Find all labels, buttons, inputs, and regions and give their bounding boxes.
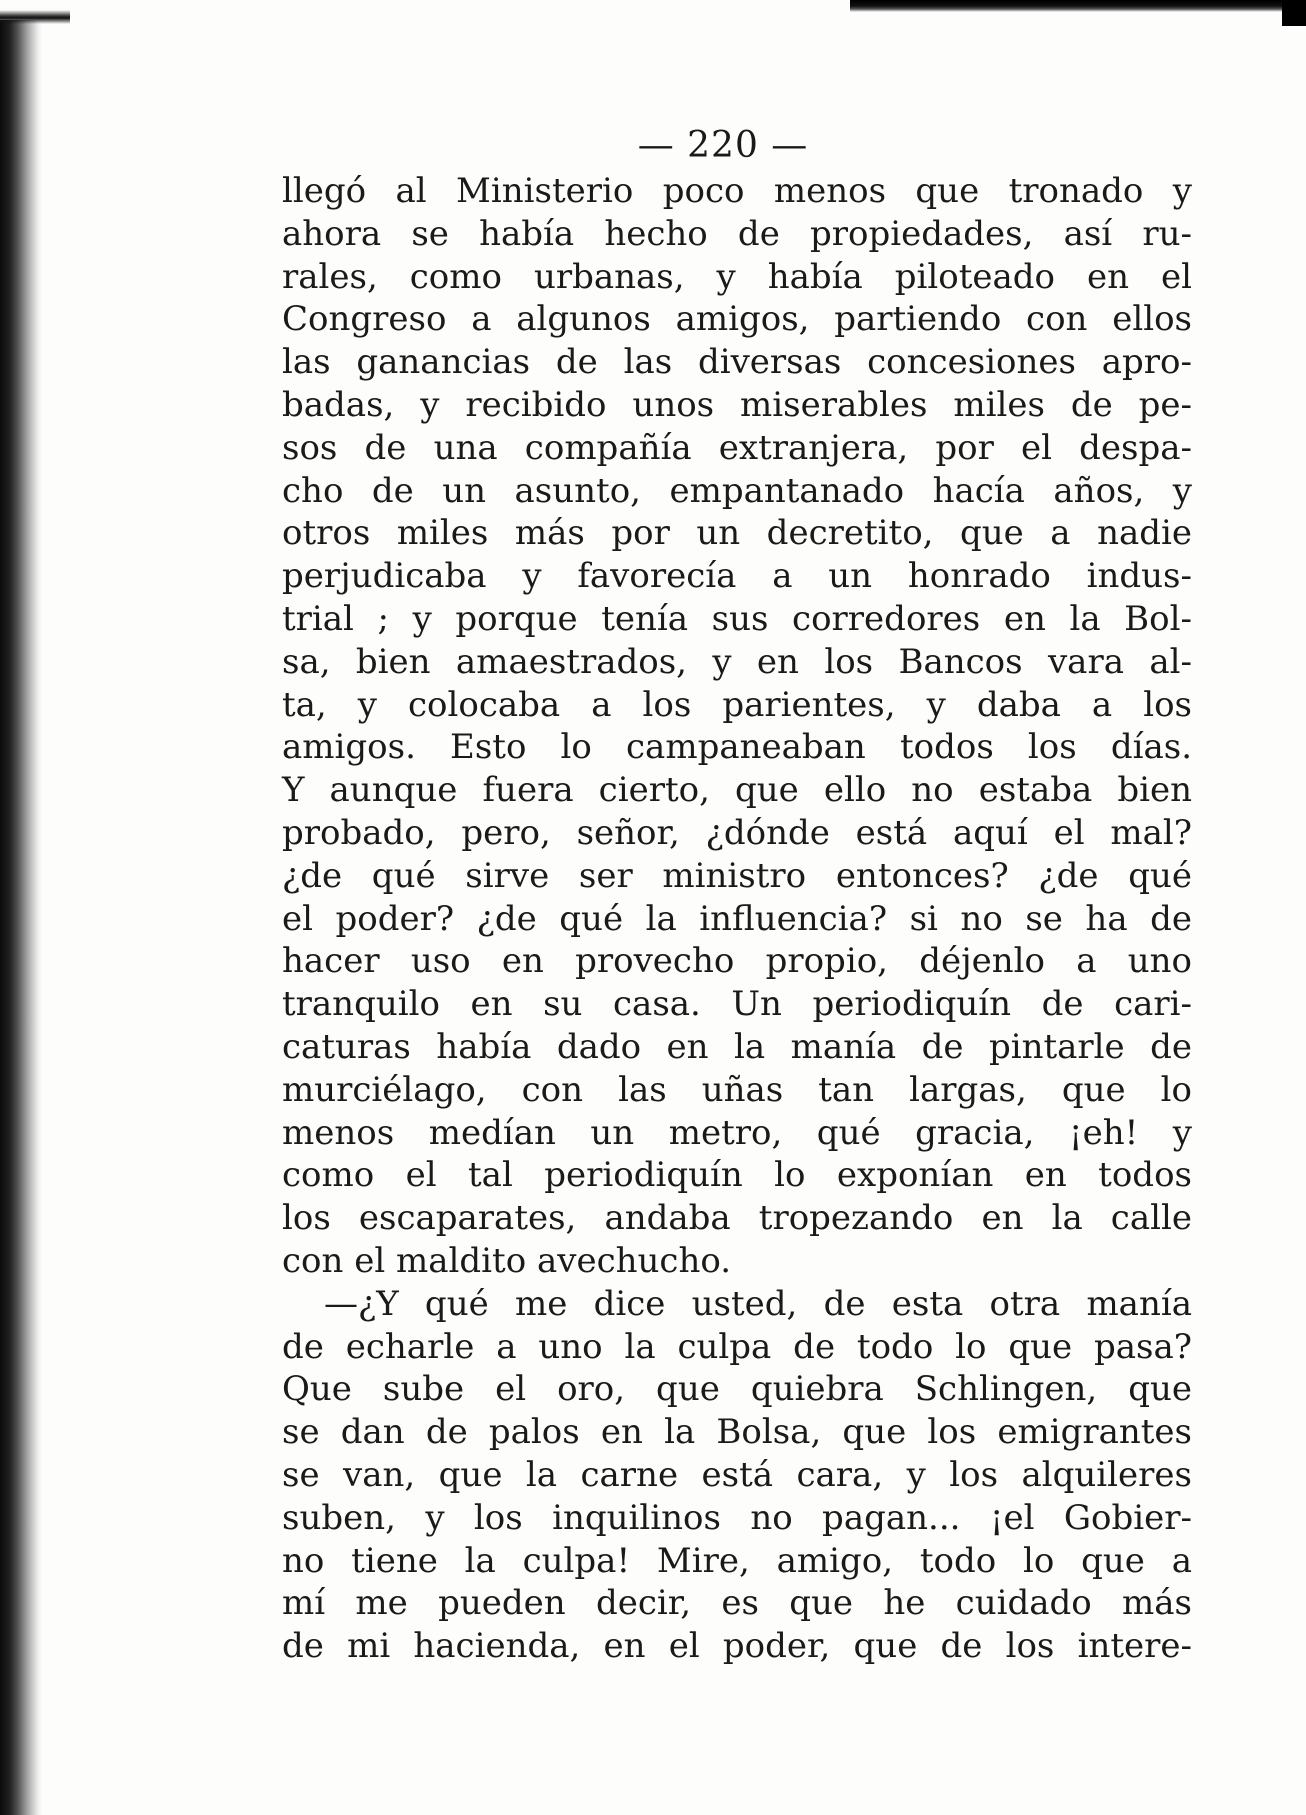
body-text: [282, 170, 1192, 1668]
text-line: probado, pero, señor, ¿dónde está aquí el mal?: [282, 812, 1192, 853]
text-line: otros miles más por un decretito, que a nadie: [282, 513, 1192, 554]
text-line: murciélago, con las uñas tan largas, que lo: [282, 1069, 1192, 1110]
text-line: badas, y recibido unos miserables miles de pe-: [282, 384, 1192, 425]
text-line: como el tal periodiquín lo exponían en todos: [282, 1155, 1192, 1196]
binding-shadow: [0, 20, 42, 1815]
text-line: caturas había dado en la manía de pintarle de: [282, 1026, 1192, 1067]
text-line: ahora se había hecho de propiedades, así ru-: [282, 213, 1192, 254]
scan-corner-mark: [1282, 0, 1306, 26]
text-line: sos de una compañía extranjera, por el despa-: [282, 427, 1192, 468]
text-line: no tiene la culpa! Mire, amigo, todo lo que a: [282, 1540, 1192, 1581]
text-line: de echarle a uno la culpa de todo lo que pasa?: [282, 1326, 1192, 1367]
text-line: llegó al Ministerio poco menos que tronado y: [282, 171, 1192, 211]
page-number: — 220 —: [637, 125, 809, 166]
text-line: rales, como urbanas, y había piloteado en el: [282, 256, 1192, 297]
text-line: hacer uso en provecho propio, déjenlo a uno: [282, 941, 1192, 982]
text-line: trial ; y porque tenía sus corredores en la Bol-: [282, 598, 1192, 639]
text-line: menos medían un metro, qué gracia, ¡eh! y: [282, 1112, 1192, 1153]
text-line-indented: —¿Y qué me dice usted, de esta otra manía: [324, 1283, 1192, 1324]
text-line: perjudicaba y favorecía a un honrado indus-: [282, 556, 1192, 597]
text-line: suben, y los inquilinos no pagan... ¡el Gobier-: [282, 1497, 1192, 1538]
text-line: Que sube el oro, que quiebra Schlingen, que: [282, 1369, 1192, 1410]
text-line: Congreso a algunos amigos, partiendo con ellos: [282, 299, 1192, 340]
scan-top-edge: [850, 0, 1306, 12]
text-line: cho de un asunto, empantanado hacía años, y: [282, 470, 1192, 511]
text-line: el poder? ¿de qué la influencia? si no se ha de: [282, 898, 1192, 939]
text-line: se dan de palos en la Bolsa, que los emigrantes: [282, 1412, 1192, 1453]
paragraph-end-line: con el maldito avechucho.: [282, 1240, 732, 1281]
binding-edge-mark: [0, 10, 70, 24]
text-line: las ganancias de las diversas concesiones apro-: [282, 342, 1192, 383]
text-line: de mi hacienda, en el poder, que de los intere-: [282, 1626, 1192, 1667]
text-line: los escaparates, andaba tropezando en la calle: [282, 1198, 1192, 1239]
text-line: amigos. Esto lo campaneaban todos los días.: [282, 727, 1192, 768]
text-line: se van, que la carne está cara, y los alquileres: [282, 1454, 1192, 1495]
text-line: Y aunque fuera cierto, que ello no estaba bien: [282, 770, 1192, 811]
text-line: ta, y colocaba a los parientes, y daba a los: [282, 684, 1192, 725]
text-line: tranquilo en su casa. Un periodiquín de cari-: [282, 984, 1192, 1025]
text-line: sa, bien amaestrados, y en los Bancos vara al-: [282, 641, 1192, 682]
text-line: ¿de qué sirve ser ministro entonces? ¿de qué: [282, 855, 1192, 896]
text-line: mí me pueden decir, es que he cuidado más: [282, 1583, 1192, 1624]
